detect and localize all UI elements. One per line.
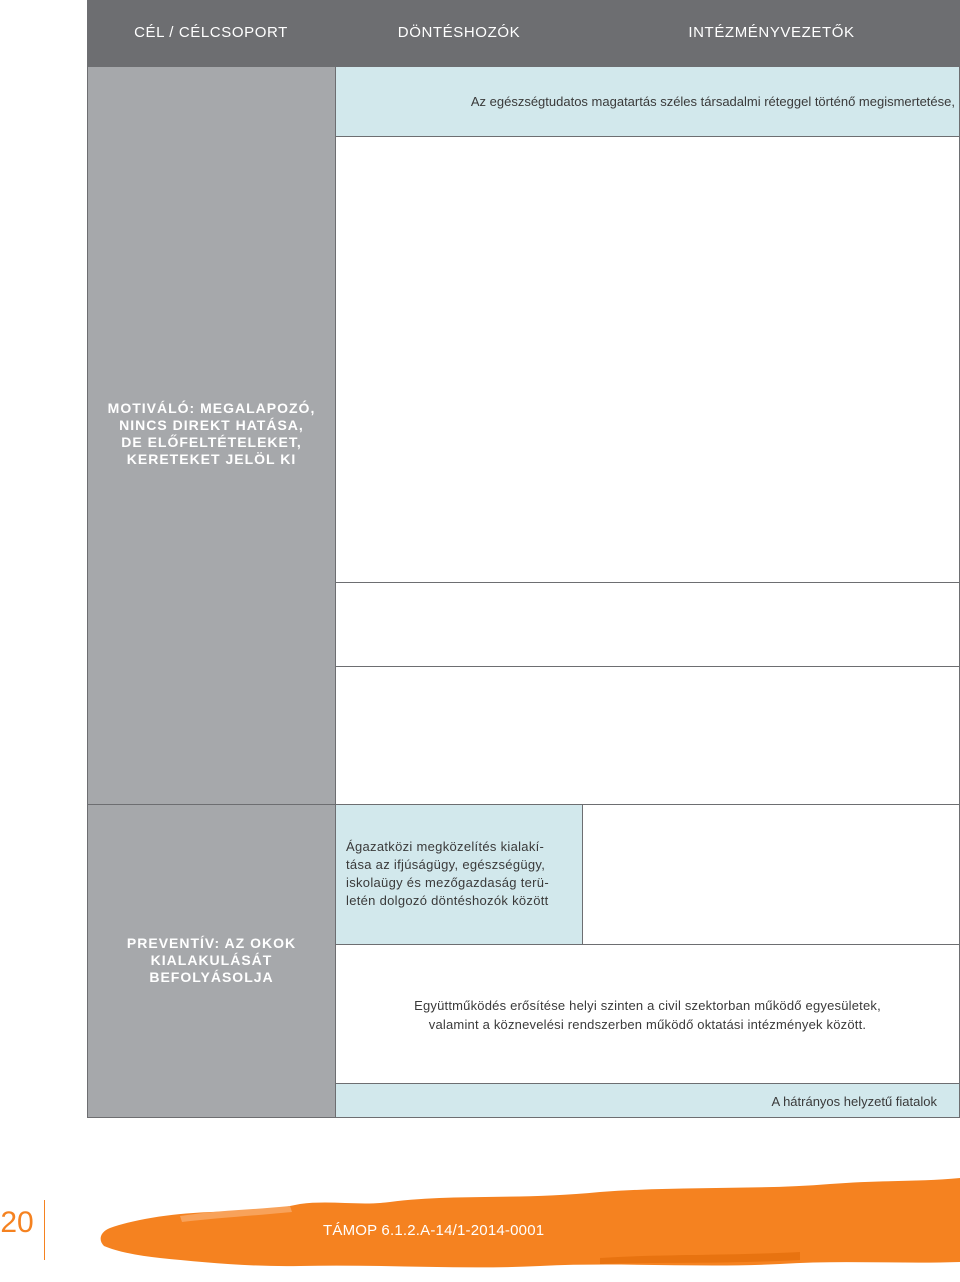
preventiv-institution-cell	[582, 804, 960, 945]
preventiv-bottom-text: A hátrányos helyzetű fiatalok	[771, 1094, 937, 1109]
motivalo-cell-middle	[335, 582, 960, 667]
project-code: TÁMOP 6.1.2.A-14/1-2014-0001	[323, 1222, 545, 1239]
header-col-institution-heads: INTÉZMÉNYVEZETŐK	[688, 24, 855, 41]
header-col-goal: CÉL / CÉLCSOPORT	[134, 24, 288, 41]
preventiv-wide-text: Együttműködés erősítése helyi szinten a civil szektorban működő egyesületek, valamint a köznevelési rendszerben működő oktatási intézmények között.	[414, 998, 881, 1032]
motivalo-cell-large	[335, 136, 960, 583]
preventiv-decision-makers-text: Ágazatközi megközelítés kialakí- tása az ifjúságügy, egészségügy, iskolaügy és mezőgazdaság terü- letén dolgozó döntéshozók között	[346, 839, 549, 908]
motivalo-label: MOTIVÁLÓ: MEGALAPOZÓ, NINCS DIREKT HATÁSA, DE ELŐFELTÉTELEKET, KERETEKET JELÖL KI	[107, 400, 316, 467]
motivalo-top-text: Az egészségtudatos magatartás széles társadalmi réteggel történő megismertetése,	[470, 94, 955, 109]
motivalo-cell-bottom	[335, 666, 960, 805]
preventiv-label: PREVENTÍV: AZ OKOK KIALAKULÁSÁT BEFOLYÁSOLJA	[126, 935, 297, 985]
header-col-decision-makers: DÖNTÉSHOZÓK	[397, 24, 521, 41]
page-number: 20	[0, 1206, 34, 1239]
